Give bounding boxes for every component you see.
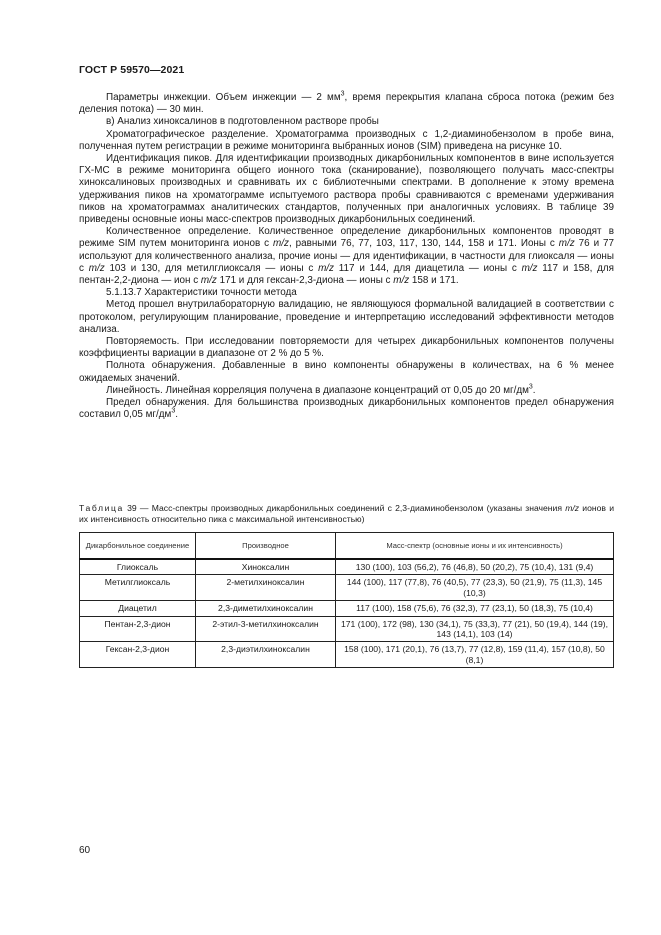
header-mass-spectrum: Масс-спектр (основные ионы и их интенсивность) [336,533,614,560]
paragraph-repeatability: Повторяемость. При исследовании повторяемости для четырех дикарбонильных компонентов получены коэффициенты вариации в диапазоне от 2 % до 5 %. [79,336,614,360]
cell-derivative: 2,3-диметилхиноксалин [196,601,336,616]
cell-derivative: Хиноксалин [196,559,336,575]
paragraph-recovery: Полнота обнаружения. Добавленные в вино компоненты обнаружены в количествах, на 6 % менее ожидаемых значений. [79,360,614,384]
cell-derivative: 2,3-диэтилхиноксалин [196,642,336,668]
paragraph-subsection-title: в) Анализ хиноксалинов в подготовленном растворе пробы [106,116,379,128]
section-heading-precision: 5.1.13.7 Характеристики точности метода [106,287,297,299]
header-dicarbonyl: Дикарбонильное соединение [80,533,196,560]
paragraph-injection-params: Параметры инжекции. Объем инжекции — 2 $мм^3$, время перекрытия клапана сброса потока (режим без деления потока) — 30 мин. [79,90,615,116]
paragraph-validation: Метод прошел внутрилабораторную валидацию, не являющуюся формальной валидацией в соответствии с протоколом, регулирующим планирование, проведение и интерпретацию исследований эффективности методов анализа. [79,299,614,335]
cell-compound: Пентан-2,3-дион [80,616,196,642]
cell-derivative: 2-метилхиноксалин [196,575,336,601]
cell-derivative: 2-этил-3-метилхиноксалин [196,616,336,642]
table-row [80,575,614,601]
cell-compound: Метилглиоксаль [80,575,196,601]
cell-spectrum: 171 (100), 172 (98), 130 (34,1), 75 (33,3), 77 (21), 50 (19,4), 144 (19), 143 (14,1), 103 (14) [336,616,614,642]
table-header-row [80,533,614,560]
cell-spectrum: 117 (100), 158 (75,6), 76 (32,3), 77 (23,1), 50 (18,3), 75 (10,4) [336,601,614,616]
paragraph-linearity: Линейность. Линейная корреляция получена в диапазоне концентраций от 0,05 до 20 $мг/дм^3$. [106,383,536,396]
cell-spectrum: 158 (100), 171 (20,1), 76 (13,7), 77 (12,8), 159 (11,4), 157 (10,8), 50 (8,1) [336,642,614,668]
cell-compound: Глиоксаль [80,559,196,575]
table-caption: Таблица 39 — Масс-спектры производных дикарбонильных соединений с 2,3-диаминобензолом (указаны значения m/z ионов и их интенсивность относительно пика с максимальной интенсивностью) [79,503,615,524]
document-header: ГОСТ Р 59570—2021 [79,64,185,76]
mass-spectra-table [79,532,614,668]
paragraph-detection-limit: Предел обнаружения. Для большинства производных дикарбонильных компонентов предел обнаружения составил 0,05 $мг/дм^3$. [79,397,614,421]
table-row [80,559,614,575]
page-number: 60 [79,845,91,856]
table-row [80,642,614,668]
body-text [79,92,614,421]
paragraph-quantification: Количественное определение. Количественное определение дикарбонильных компонентов проводят в режиме SIM путем мониторинга ионов с m/z, равными 76, 77, 103, 117, 130, 144, 158 и 171. Ионы с m/z 76 и 77 используют для количественного анализа, прочие ионы — для идентификации, в частности для глиоксаля — ионы с m/z 103 и 130, для метилглиоксаля — ионы с m/z 117 и 144, для диацетила — ионы с m/z 117 и 158, для пентан-2,2-диона — ион с m/z 171 и для гексан-2,3-диона — ионы с m/z 158 и 171. [79,226,614,287]
cell-spectrum: 130 (100), 103 (56,2), 76 (46,8), 50 (20,2), 75 (10,4), 131 (9,4) [336,559,614,575]
cell-compound: Гексан-2,3-дион [80,642,196,668]
paragraph-peak-identification: Идентификация пиков. Для идентификации производных дикарбонильных компонентов в вине используется ГХ-МС в режиме мониторинга общего ионного тока (сканирование), позволяющего получать масс-спектры хиноксалиновых производных и сравнивать их с библиотечными спектрами. В дополнение к этому времена удерживания пиков на хроматограмме испытуемого раствора пробы сравниваются с временами удерживания пиков на хроматограммах аналитических стандартов, полученных при аналогичных условиях. В таблице 39 приведены основные ионы масс-спектров производных дикарбонильных соединений. [79,153,614,226]
header-derivative: Производное [196,533,336,560]
paragraph-chromatographic-separation: Хроматографическое разделение. Хроматограмма производных с 1,2-диаминобензолом в пробе вина, полученная путем регистрации в режиме мониторинга выбранных ионов (SIM) приведена на рисунке 10. [79,128,614,152]
table-row [80,616,614,642]
table-row [80,601,614,616]
cell-compound: Диацетил [80,601,196,616]
cell-spectrum: 144 (100), 117 (77,8), 76 (40,5), 77 (23,3), 50 (21,9), 75 (11,3), 145 (10,3) [336,575,614,601]
